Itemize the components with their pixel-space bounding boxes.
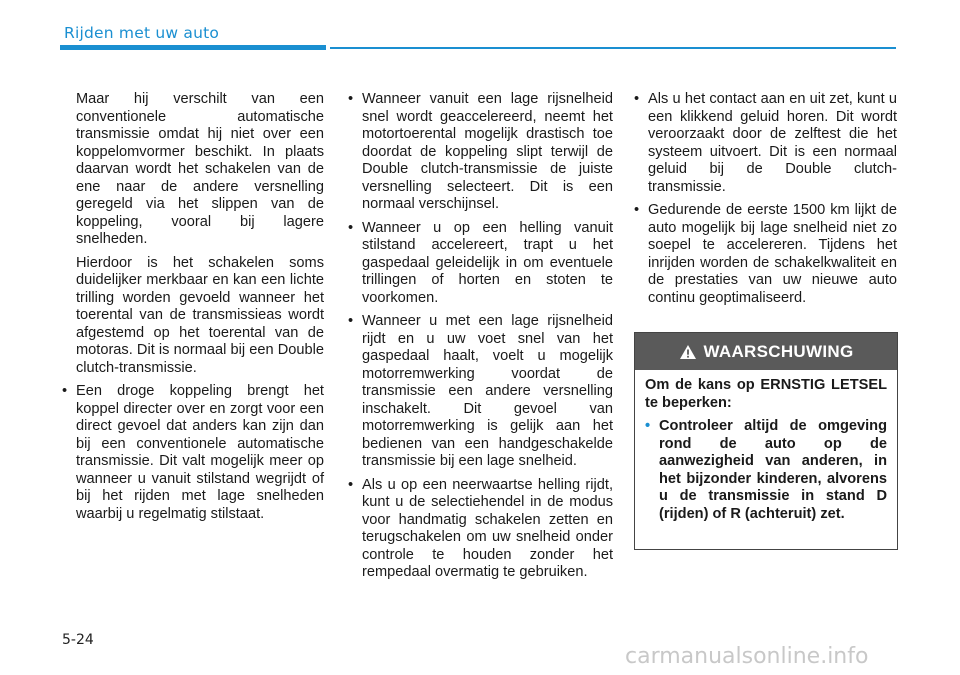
bullet-item: [348, 220, 613, 308]
warning-body: [635, 370, 897, 523]
header-rule-thick: [60, 45, 326, 50]
bullet-item: [348, 91, 613, 214]
warning-intro: Om de kans op ERNSTIG LETSEL te beperken:: [645, 377, 887, 411]
warning-box: [634, 332, 898, 550]
header-rule-thin: [330, 47, 896, 49]
bullet-dot: •: [634, 91, 640, 107]
column-3: [634, 91, 897, 307]
column-1: [62, 91, 324, 523]
warning-bullet: [645, 418, 887, 523]
bullet-item: [348, 477, 613, 582]
bullet-text: Een droge koppeling brengt het koppel directer over en zorgt voor een direct gevoel dat anders kan zijn dan bij een conventionele automatische transmissie. Dit valt mogelijk meer op wanneer u vanuit stilstand wegrijdt of bij het rijden met lage snelheden waarbij u regelmatig stilstaat.: [76, 383, 324, 522]
page-number: 5-24: [62, 632, 94, 648]
watermark: carmanualsonline.info: [625, 644, 869, 669]
bullet-text: Wanneer vanuit een lage rijsnelheid snel wordt geaccelereerd, neemt het motortoerental mogelijk drastisch toe doordat de koppeling slipt terwijl de Double clutch-transmissie de juiste versnelling selecteert. Dit is een normaal verschijnsel.: [362, 91, 613, 212]
bullet-dot: •: [634, 202, 640, 218]
paragraph: Hierdoor is het schakelen soms duidelijker merkbaar en kan een lichte trilling worden gevoeld wanneer het toerental van de transmissieas wordt afgestemd op het toerental van de motoras. Dit is normaal bij een Double clutch-transmissie.: [76, 254, 324, 376]
bullet-dot: •: [645, 418, 651, 434]
bullet-text: Als u op een neerwaartse helling rijdt, kunt u de selectiehendel in de modus voor handmatig schakelen zetten en terugschakelen om uw snelheid onder controle te houden zonder het rempedaal overmatig te gebruiken.: [362, 476, 613, 580]
bullet-dot: •: [348, 313, 354, 329]
bullet-dot: •: [62, 383, 68, 399]
bullet-text: Wanneer u op een helling vanuit stilstand accelereert, trapt u het gaspedaal geleidelijk in om eventuele trillingen of horten en stoten te voorkomen.: [362, 219, 613, 306]
bullet-item: [348, 313, 613, 471]
warning-header: [635, 333, 897, 370]
bullet-item: [62, 383, 324, 523]
paragraph: Maar hij verschilt van een conventionele automatische transmissie omdat hij niet over een koppelomvormer beschikt. In plaats daarvan wordt het schakelen van de ene naar de andere versnelling geregeld via het slippen van de koppeling, vooral bij lagere snelheden.: [76, 91, 324, 247]
bullet-text: Als u het contact aan en uit zet, kunt u een klikkend geluid horen. Dit wordt veroorzaakt door de zelftest die het systeem uitvoert. Dit is een normaal geluid bij de Double clutch-transmissie.: [648, 91, 897, 195]
bullet-dot: •: [348, 219, 354, 236]
warning-title: WAARSCHUWING: [703, 341, 854, 361]
section-title: Rijden met uw auto: [64, 24, 220, 42]
column-2: [348, 91, 613, 582]
bullet-item: [634, 91, 897, 196]
bullet-dot: •: [348, 91, 354, 107]
bullet-text: Gedurende de eerste 1500 km lijkt de auto mogelijk bij lage snelheid niet zo soepel te accelereren. Tijdens het inrijden worden de schakelkwaliteit en de prestaties van uw nieuwe auto continu geoptimaliseerd.: [648, 202, 897, 306]
warning-bullet-text: Controleer altijd de omgeving rond de auto op de aanwezigheid van anderen, in het bijzonder kinderen, alvorens u de transmissie in stand D (rijden) of R (achteruit) zet.: [659, 418, 887, 522]
bullet-item: [634, 202, 897, 307]
bullet-text: Wanneer u met een lage rijsnelheid rijdt en u uw voet snel van het gaspedaal haalt, voelt u mogelijk motorremwerking voordat de transmissie een andere versnelling inschakelt. Dit gevoel van motorremwerking is gelijk aan het bedienen van een handgeschakelde transmissie bij een lage snelheid.: [362, 313, 613, 469]
warning-triangle-icon: [679, 344, 697, 360]
bullet-dot: •: [348, 476, 354, 493]
